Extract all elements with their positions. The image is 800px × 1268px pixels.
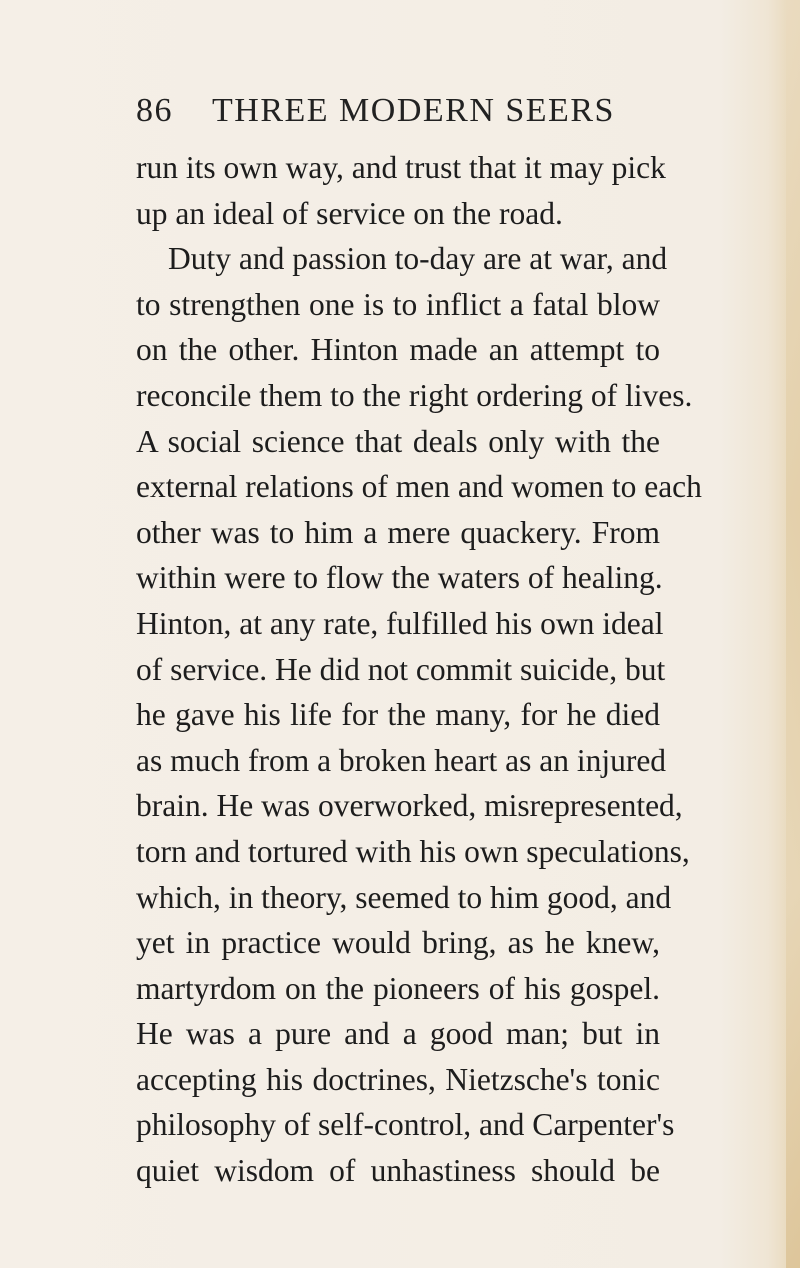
text-line: brain. He was overworked, misrepresented, — [136, 788, 683, 824]
text-line: as much from a broken heart as an injured — [136, 742, 667, 778]
text-line: accepting his doctrines, Nietzsche's tonic — [136, 1061, 660, 1097]
text-line: other was to him a mere quackery. From — [136, 514, 660, 550]
text-line: Hinton, at any rate, fulfilled his own ideal — [136, 605, 664, 641]
running-title: THREE MODERN SEERS — [212, 92, 615, 129]
page-edge-stain — [786, 0, 800, 1268]
text-line: he gave his life for the many, for he died — [136, 697, 660, 733]
text-line: torn and tortured with his own speculations, — [136, 833, 690, 869]
text-line: He was a pure and a good man; but in — [136, 1016, 660, 1052]
text-line: Duty and passion to-day are at war, and — [168, 241, 668, 277]
text-line: quiet wisdom of unhastiness should be — [136, 1153, 660, 1189]
text-line: to strengthen one is to inflict a fatal blow — [136, 286, 660, 322]
text-line: external relations of men and women to each — [136, 469, 702, 505]
text-line: up an ideal of service on the road. — [136, 195, 563, 231]
text-line: which, in theory, seemed to him good, and — [136, 879, 672, 915]
page-number: 86 — [136, 92, 173, 129]
text-line: within were to flow the waters of healing. — [136, 560, 663, 596]
text-line: reconcile them to the right ordering of lives. — [136, 377, 693, 413]
text-line: martyrdom on the pioneers of his gospel. — [136, 970, 660, 1006]
text-line: of service. He did not commit suicide, but — [136, 651, 666, 687]
text-line: philosophy of self-control, and Carpenter's — [136, 1107, 675, 1143]
body-text — [136, 145, 702, 1194]
running-head — [136, 92, 656, 138]
text-line: yet in practice would bring, as he knew, — [136, 925, 660, 961]
text-line: run its own way, and trust that it may pick — [136, 150, 666, 185]
text-line: A social science that deals only with the — [136, 423, 660, 459]
text-line: on the other. Hinton made an attempt to — [136, 332, 660, 368]
